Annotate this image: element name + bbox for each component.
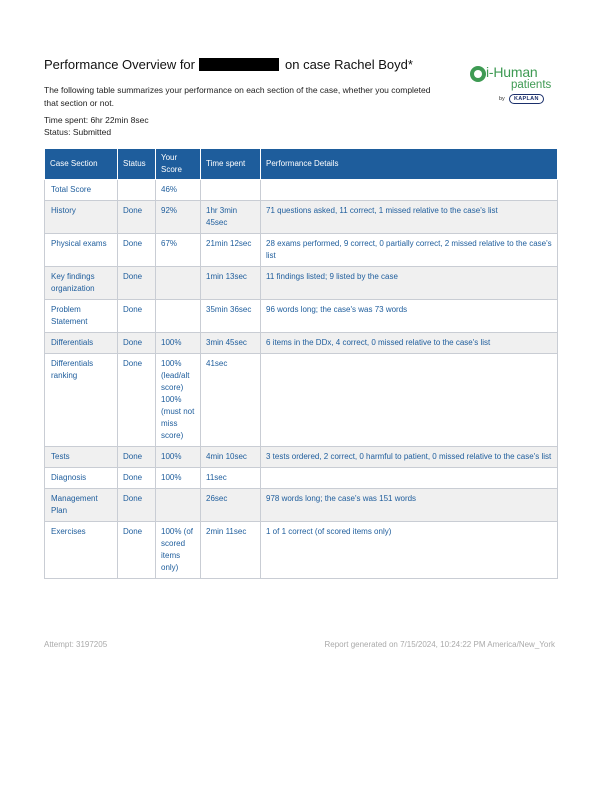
cell-status: Done [118,447,156,468]
cell-score: 46% [156,180,201,201]
table-row [45,267,558,300]
table-row [45,201,558,234]
cell-score: 100% [156,333,201,354]
cell-time: 41sec [201,354,261,447]
cell-score: 100% [156,447,201,468]
title-prefix: Performance Overview for [44,57,195,72]
table-row [45,300,558,333]
cell-time: 2min 11sec [201,522,261,579]
header-time-spent: Time spent [201,149,261,180]
submission-status: Status: Submitted [44,127,112,137]
cell-section: Differentials ranking [45,354,118,447]
cell-details: 3 tests ordered, 2 correct, 0 harmful to patient, 0 missed relative to the case's list [261,447,558,468]
cell-section: Differentials [45,333,118,354]
cell-section: Problem Statement [45,300,118,333]
table-row [45,234,558,267]
header-performance-details: Performance Details [261,149,558,180]
cell-score: 100% (of scored items only) [156,522,201,579]
cell-time: 21min 12sec [201,234,261,267]
cell-status: Done [118,354,156,447]
header-case-section: Case Section [45,149,118,180]
cell-details: 1 of 1 correct (of scored items only) [261,522,558,579]
cell-time: 35min 36sec [201,300,261,333]
cell-details [261,468,558,489]
table-header-row [45,149,558,180]
cell-details: 96 words long; the case's was 73 words [261,300,558,333]
cell-section: Total Score [45,180,118,201]
header-status: Status [118,149,156,180]
cell-status: Done [118,333,156,354]
cell-status: Done [118,267,156,300]
cell-section: History [45,201,118,234]
meta-block [44,114,149,138]
cell-score: 67% [156,234,201,267]
cell-status: Done [118,234,156,267]
logo-by: by [499,96,505,102]
performance-table [44,148,558,579]
cell-status: Done [118,300,156,333]
cell-score [156,300,201,333]
cell-details [261,354,558,447]
cell-score: 92% [156,201,201,234]
cell-time [201,180,261,201]
cell-time: 1min 13sec [201,267,261,300]
cell-score [156,489,201,522]
cell-details [261,180,558,201]
ihuman-logo [468,64,568,109]
table-row [45,180,558,201]
cell-status: Done [118,489,156,522]
header-your-score: Your Score [156,149,201,180]
page-title [44,57,413,72]
cell-details: 71 questions asked, 11 correct, 1 missed relative to the case's list [261,201,558,234]
table-row [45,354,558,447]
cell-time: 1hr 3min 45sec [201,201,261,234]
cell-section: Tests [45,447,118,468]
kaplan-logo: KAPLAN [509,94,544,104]
cell-section: Management Plan [45,489,118,522]
cell-time: 11sec [201,468,261,489]
title-suffix: on case Rachel Boyd* [285,57,413,72]
cell-time: 4min 10sec [201,447,261,468]
attempt-id: Attempt: 3197205 [44,640,108,649]
logo-mark-icon [470,66,486,82]
cell-status: Done [118,522,156,579]
cell-details: 6 items in the DDx, 4 correct, 0 missed relative to the case's list [261,333,558,354]
cell-section: Physical exams [45,234,118,267]
cell-section: Key findings organization [45,267,118,300]
cell-status: Done [118,201,156,234]
table-row [45,468,558,489]
cell-status [118,180,156,201]
redacted-name [199,58,279,71]
cell-section: Exercises [45,522,118,579]
logo-brand: i-Human [486,64,538,80]
cell-score: 100% [156,468,201,489]
cell-score [156,267,201,300]
table-row [45,447,558,468]
cell-time: 26sec [201,489,261,522]
logo-brand-sub: patients [511,79,552,91]
report-generated: Report generated on 7/15/2024, 10:24:22 PM America/New_York [324,640,555,649]
cell-time: 3min 45sec [201,333,261,354]
time-spent: Time spent: 6hr 22min 8sec [44,115,149,125]
cell-details: 28 exams performed, 9 correct, 0 partially correct, 2 missed relative to the case's list [261,234,558,267]
cell-details: 978 words long; the case's was 151 words [261,489,558,522]
table-row [45,333,558,354]
table-row [45,489,558,522]
cell-section: Diagnosis [45,468,118,489]
intro-text: The following table summarizes your performance on each section of the case, whether you completed that section or not. [44,85,431,108]
cell-status: Done [118,468,156,489]
table-row [45,522,558,579]
cell-details: 11 findings listed; 9 listed by the case [261,267,558,300]
cell-score: 100% (lead/alt score) 100% (must not miss score) [156,354,201,447]
